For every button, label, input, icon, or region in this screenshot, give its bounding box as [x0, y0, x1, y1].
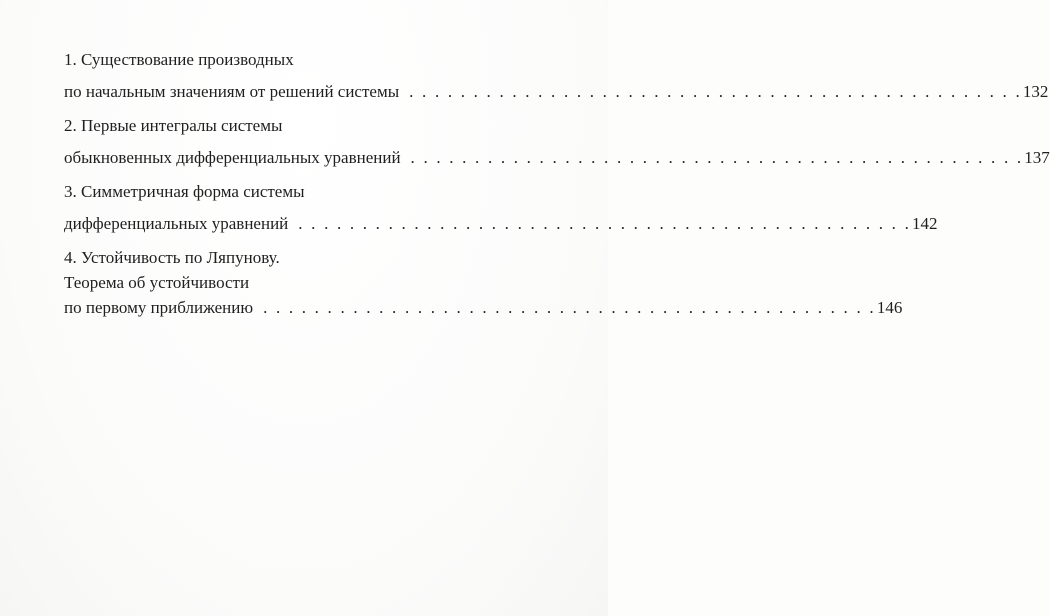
toc-entry-title-line: дифференциальных уравнений [64, 214, 289, 233]
toc-entry-title-line: по первому приближению [64, 298, 254, 317]
toc-entry-title-line: Теорема об устойчивости [64, 273, 250, 292]
dot-leader: . . . . . . . . . . . . . . . . . . . . . . . . . . . . . . . . . . . . . . . . . . . . . . . . [298, 214, 912, 233]
dot-leader: . . . . . . . . . . . . . . . . . . . . . . . . . . . . . . . . . . . . . . . . . . . . . . . . [410, 148, 1024, 167]
toc-entry-title-line: 1. Существование производных [64, 50, 294, 69]
dot-leader: . . . . . . . . . . . . . . . . . . . . . . . . . . . . . . . . . . . . . . . . . . . . . . . . [409, 82, 1022, 101]
page-number: 132 [1022, 82, 1049, 101]
page-number: 137 [1024, 148, 1050, 167]
table-of-contents [64, 47, 1050, 320]
toc-entry-title-line: 3. Симметричная форма системы [64, 182, 305, 201]
toc-entry-title-line: обыкновенных дифференциальных уравнений [64, 148, 401, 167]
toc-entry-title-line: по начальным значениям от решений системы [64, 82, 400, 101]
toc-entry-last-line [64, 145, 1050, 170]
toc-entry-2 [64, 113, 1050, 170]
page-number: 146 [876, 298, 903, 317]
toc-entry-title-line: 4. Устойчивость по Ляпунову. [64, 248, 280, 267]
dot-leader: . . . . . . . . . . . . . . . . . . . . . . . . . . . . . . . . . . . . . . . . . . . . . . . . [263, 298, 876, 317]
toc-entry-last-line [64, 79, 1049, 104]
toc-entry-4 [64, 245, 903, 320]
toc-entry-title-line: 2. Первые интегралы системы [64, 116, 283, 135]
toc-entry-last-line [64, 211, 938, 236]
toc-entry-last-line [64, 295, 903, 320]
toc-entry-1 [64, 47, 1049, 104]
toc-entry-3 [64, 179, 938, 236]
page-number: 142 [912, 214, 938, 233]
